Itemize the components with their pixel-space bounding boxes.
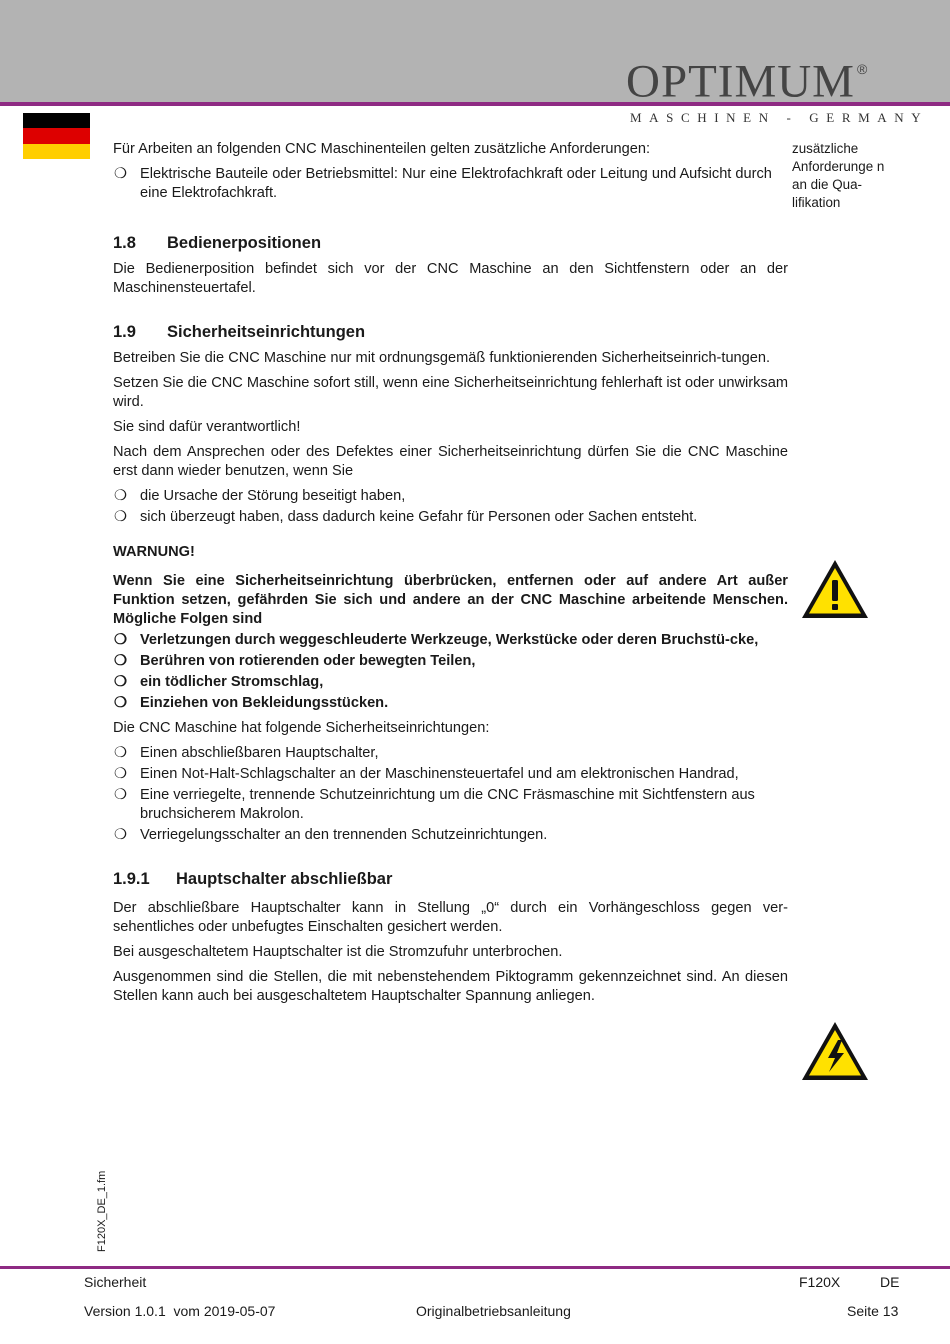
- electric-hazard-icon: [800, 1020, 870, 1082]
- s191-p3: Ausgenommen sind die Stellen, die mit nebenstehendem Piktogramm gekennzeichnet sind. An diesen Stellen kann auch bei ausgeschaltetem Hauptschalter Spannung anliegen.: [113, 969, 788, 1004]
- margin-note: zusätzliche Anforderunge n an die Qua- lifikation: [792, 141, 885, 210]
- german-flag-icon: [23, 113, 90, 159]
- main-content: [113, 140, 788, 1012]
- footer-doc-type: Originalbetriebsanleitung: [416, 1303, 571, 1319]
- footer-rule: [0, 1266, 950, 1269]
- list-item: ❍ Verletzungen durch weggeschleuderte Werkzeuge, Werkstücke oder deren Bruchstü-cke,: [114, 632, 759, 648]
- warning-text: Wenn Sie eine Sicherheitseinrichtung überbrücken, entfernen oder auf andere Art außer Funktion setzen, gefährden Sie sich und andere an der CNC Maschine arbeitende Menschen. Mögliche Folgen sind: [113, 573, 788, 627]
- footer-version: Version 1.0.1 vom 2019-05-07: [84, 1303, 276, 1319]
- list-item: ❍ ein tödlicher Stromschlag,: [114, 674, 324, 690]
- list-item: ❍ Einen Not-Halt-Schlagschalter an der Maschinensteuertafel und am elektronischen Handrad,: [114, 766, 739, 782]
- intro-text: Für Arbeiten an folgenden CNC Maschinenteilen gelten zusätzliche Anforderungen:: [113, 141, 651, 157]
- section-heading-1-9: 1.9 Sicherheitseinrichtungen: [113, 323, 366, 341]
- s19-list-1: [113, 487, 788, 527]
- s19-p5: Die CNC Maschine hat folgende Sicherheitseinrichtungen:: [113, 720, 490, 736]
- s19-p1: Betreiben Sie die CNC Maschine nur mit ordnungsgemäß funktionierenden Sicherheitseinrich-tungen.: [113, 350, 771, 366]
- s19-p4: Nach dem Ansprechen oder des Defektes einer Sicherheitseinrichtung dürfen Sie die CNC Maschine erst dann wieder benutzen, wenn Sie: [113, 444, 788, 479]
- footer-section: Sicherheit: [84, 1274, 147, 1290]
- list-item: ❍ Berühren von rotierenden oder bewegten Teilen,: [114, 653, 476, 669]
- file-label: F120X_DE_1.fm: [96, 1170, 108, 1252]
- s19-p2: Setzen Sie die CNC Maschine sofort still, wenn eine Sicherheitseinrichtung fehlerhaft ist oder unwirksam wird.: [113, 375, 788, 410]
- brand-logo: [626, 50, 869, 108]
- footer-page-number: Seite 13: [847, 1303, 899, 1319]
- s19-list-2: [113, 744, 788, 845]
- s191-p1: Der abschließbare Hauptschalter kann in Stellung „0“ durch ein Vorhängeschloss gegen ver-sehentliches oder unbefugtes Einschalten gesichert werden.: [113, 900, 788, 935]
- s18-text: Die Bedienerposition befindet sich vor der CNC Maschine an den Sichtfenstern oder an der Maschinensteuertafel.: [113, 261, 788, 296]
- list-item: ❍ Einziehen von Bekleidungsstücken.: [114, 695, 389, 711]
- list-item: ❍ Verriegelungsschalter an den trennenden Schutzeinrichtungen.: [114, 827, 548, 843]
- footer-language: DE: [880, 1274, 900, 1290]
- intro-list: [113, 165, 788, 203]
- list-item: ❍ sich überzeugt haben, dass dadurch keine Gefahr für Personen oder Sachen entsteht.: [114, 509, 698, 525]
- list-item: ❍ die Ursache der Störung beseitigt haben,: [114, 488, 406, 504]
- warning-list: [113, 631, 788, 713]
- section-heading-1-9-1: 1.9.1 Hauptschalter abschließbar: [113, 870, 393, 888]
- list-item: ❍ Elektrische Bauteile oder Betriebsmittel: Nur eine Elektrofachkraft oder Leitung und Aufsicht durch eine Elektrofachkraft.: [114, 166, 772, 201]
- brand-name: OPTIMUM: [626, 55, 855, 108]
- list-item: ❍ Eine verriegelte, trennende Schutzeinrichtung um die CNC Fräsmaschine mit Sichtfenstern aus bruchsicherem Makrolon.: [114, 787, 755, 822]
- list-item: ❍ Einen abschließbaren Hauptschalter,: [114, 745, 379, 761]
- flag-stripe-gold: [23, 144, 90, 159]
- registered-mark: ®: [856, 61, 869, 77]
- s19-p3: Sie sind dafür verantwortlich!: [113, 419, 301, 435]
- brand-tagline: MASCHINEN - GERMANY: [630, 110, 929, 125]
- flag-stripe-black: [23, 113, 90, 128]
- warning-triangle-icon: [800, 558, 870, 620]
- s191-p2: Bei ausgeschaltetem Hauptschalter ist die Stromzufuhr unterbrochen.: [113, 944, 563, 960]
- section-heading-1-8: 1.8 Bedienerpositionen: [113, 234, 322, 252]
- footer-model: F120X: [799, 1274, 841, 1290]
- warning-title: WARNUNG!: [113, 544, 195, 560]
- flag-stripe-red: [23, 128, 90, 143]
